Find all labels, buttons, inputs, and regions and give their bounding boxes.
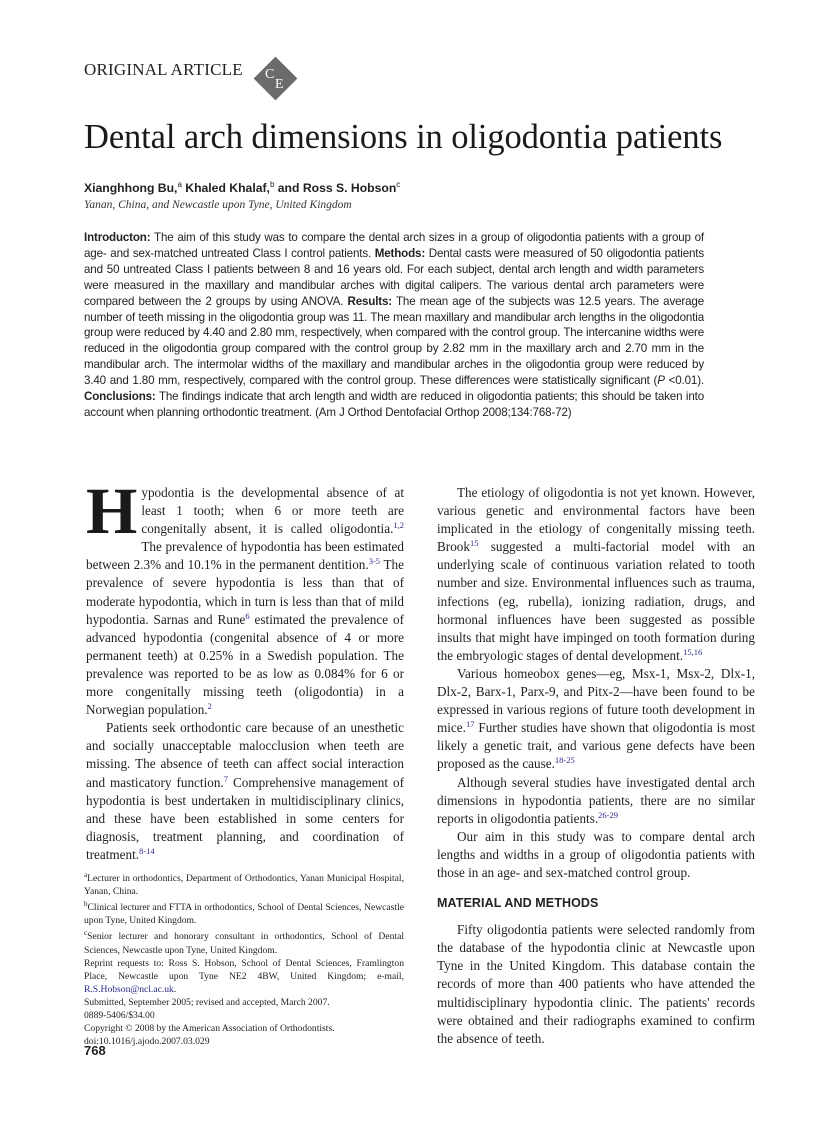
- footnote-text: Senior lecturer and honorary consultant in orthodontics, School of Dental Sciences, Newcastle upon Tyne, United Kingdom.: [84, 931, 404, 956]
- body-text: suggested a multi-factorial model with an underlying scale of continuous variation related to tooth number and size. Environmental influences such as trauma, infections (eg, rubella), ionizing radiation, drugs, and hormonal influences have been suggested as possible insults that might have impinged on tooth formation during the embryologic stages of dental development.: [437, 539, 755, 663]
- abstract-results-text: The mean age of the subjects was 12.5 years. The average number of teeth missing in the oligodontia group was 11. The mean maxillary and mandibular arch lengths in the oligodontia group were reduced by 4.40 and 2.80 mm, respectively, when compared with the control group. The intercanine widths were reduced in the oligodontia group compared with the control group by 2.82 mm in the maxillary arch and 2.70 mm in the mandibular arch. The intermolar widths of the maxillary and mandibular arches in the oligodontia group were reduced by 3.40 and 1.80 mm, respectively, compared with the control group. These differences were statistically significant (: [84, 294, 705, 388]
- body-paragraph: Fifty oligodontia patients were selected randomly from the database of the hypodontia clinic at Newcastle upon Tyne in the United Kingdom. This database contain the records of more than 400 patients who have attended the multidisciplinary hypodontia clinic. The patients' records were obtained and their radiographs examined to confirm the absence of teeth.: [437, 922, 755, 1046]
- badge-letter-c: C: [265, 67, 275, 82]
- citation-link[interactable]: 17: [465, 719, 475, 730]
- citation-link[interactable]: 18-25: [554, 755, 575, 766]
- abstract-intro-text: The aim of this study was to compare the dental arch sizes in a group of oligodontia patients with a group of age- and sex-matched untreated Class I control patients.: [84, 231, 704, 260]
- issn-price: 0889-5406/$34.00: [84, 1009, 155, 1021]
- body-paragraph: [86, 475, 405, 719]
- body-text: ypodontia is the developmental absence of at least 1 tooth; when 6 or more teeth are congenitally absent, it is called oligodontia.: [141, 485, 404, 537]
- citation-link[interactable]: 6: [245, 610, 250, 621]
- section-heading: MATERIAL AND METHODS: [437, 896, 599, 911]
- footnotes: [84, 869, 404, 1048]
- body-paragraph: [437, 665, 755, 774]
- body-paragraph: Our aim in this study was to compare dental arch lengths and widths in a group of oligodontia patients with those in an age- and sex-matched control group.: [437, 828, 755, 880]
- footnote-mark: b: [84, 900, 88, 909]
- footnote-text: .: [173, 983, 177, 995]
- body-paragraph: [437, 484, 755, 665]
- footnote-mark: c: [84, 929, 88, 938]
- abstract-conclusions-label: Conclusions:: [84, 390, 156, 404]
- citation-link[interactable]: 3-5: [368, 556, 381, 567]
- footnote-text: Reprint requests to: Ross S. Hobson, School of Dental Sciences, Framlington Place, Newcastle upon Tyne NE2 4BW, United Kingdom; e-mail,: [84, 957, 404, 982]
- body-text: Comprehensive management of hypodontia is best undertaken in multidisciplinary clinics, and these have been established in some centers for diagnosis, treatment planning, and coordination of treatment.: [86, 774, 404, 862]
- badge-letter-e: E: [275, 77, 284, 92]
- abstract-methods-label: Methods:: [374, 246, 426, 260]
- submission-dates: Submitted, September 2005; revised and accepted, March 2007.: [84, 996, 330, 1008]
- body-text: The etiology of oligodontia is not yet known. However, various genetic and environmental factors have been implicated in the etiology of congenitally missing teeth. Brook: [437, 485, 755, 555]
- body-text: Further studies have shown that oligodontia is most likely a genetic trait, and various gene defects have been proposed as the cause.: [437, 720, 755, 772]
- author-list: [84, 180, 400, 195]
- author-affiliation: Yanan, China, and Newcastle upon Tyne, United Kingdom: [84, 199, 352, 211]
- citation-link[interactable]: 1,2: [393, 520, 404, 531]
- body-text: Patients seek orthodontic care because of an unesthetic and socially unacceptable malocclusion when teeth are missing. The absence of teeth can affect social interaction and masticatory function.: [86, 720, 404, 790]
- citation-link[interactable]: 8-14: [139, 845, 155, 856]
- abstract-results-label: Results:: [347, 294, 393, 308]
- author-name: and Ross S. Hobson: [274, 181, 397, 196]
- copyright-notice: Copyright © 2008 by the American Association of Orthodontists.: [84, 1022, 335, 1034]
- doi: doi:10.1016/j.ajodo.2007.03.029: [84, 1035, 210, 1047]
- body-text: Various homeobox genes—eg, Msx-1, Msx-2, Dlx-1, Dlx-2, Barx-1, Parx-9, and Pitx-2—have been found to be expressed in various regions of future tooth development in mice.: [437, 665, 755, 736]
- author-name: Khaled Khalaf,: [181, 181, 270, 196]
- reprint-request: [84, 957, 404, 996]
- author-name: Xianghhong Bu,: [84, 181, 178, 196]
- abstract: [84, 230, 704, 421]
- footnote: [84, 927, 404, 956]
- body-column-right: [437, 484, 755, 1048]
- citation-link[interactable]: 15,16: [683, 646, 703, 657]
- body-text: estimated the prevalence of advanced hypodontia (congenital absence of 4 or more permanent teeth) at 0.25% in a Swedish population. The prevalence was reported to be as low as 0.084% for 6 or more congenitally missing teeth (oligodontia) in a Norwegian population.: [86, 611, 404, 718]
- body-column-left: [86, 475, 405, 864]
- abstract-conclusions-text: The findings indicate that arch length and width are reduced in oligodontia patients; this should be taken into account when planning orthodontic treatment. (Am J Orthod Dentofacial Orthop 2008;134:768-72): [84, 390, 704, 419]
- page-number: 768: [84, 1043, 106, 1058]
- abstract-methods-text: Dental casts were measured of 50 oligodontia patients and 50 untreated Class I patients between 8 and 16 years old. For each subject, dental arch length and width parameters were measured in the maxillary and mandibular arches with digital calipers. The various dental arch parameters were compared between the 2 groups by using ANOVA.: [84, 246, 705, 308]
- ce-diamond-icon: [254, 57, 298, 101]
- footnote: [84, 869, 404, 898]
- drop-cap: H: [86, 475, 138, 548]
- footnote-text: Clinical lecturer and FTTA in orthodontics, School of Dental Sciences, Newcastle upon Tyne, United Kingdom.: [84, 902, 404, 927]
- footnote-text: Lecturer in orthodontics, Department of Orthodontics, Yanan Municipal Hospital, Yanan, China.: [84, 873, 404, 898]
- citation-link[interactable]: 7: [223, 773, 228, 784]
- author-affil-mark: a: [177, 180, 182, 189]
- footnote-mark: a: [84, 871, 88, 879]
- citation-link[interactable]: 26-29: [598, 809, 618, 820]
- author-affil-mark: b: [269, 180, 275, 189]
- paper-title: Dental arch dimensions in oligodontia patients: [84, 118, 723, 156]
- body-paragraph: [437, 774, 755, 828]
- body-paragraph: [86, 719, 404, 864]
- body-text: The prevalence of severe hypodontia is less than that of moderate hypodontia, which in turn is less than that of mild hypodontia. Sarnas and Rune: [86, 557, 405, 627]
- footnote: [84, 898, 404, 927]
- article-type-label: ORIGINAL ARTICLE: [84, 60, 243, 79]
- citation-link[interactable]: 2: [207, 701, 212, 712]
- abstract-results-text-end: <0.01).: [664, 374, 704, 388]
- body-text: The prevalence of hypodontia has been estimated between 2.3% and 10.1% in the permanent dentition.: [86, 539, 404, 573]
- body-text: Although several studies have investigated dental arch dimensions in hypodontia patients, there are no similar reports in oligodontia patients.: [437, 774, 755, 826]
- email-link[interactable]: R.S.Hobson@ncl.ac.uk: [84, 983, 174, 995]
- author-affil-mark: c: [396, 180, 401, 189]
- abstract-intro-label: Introducton:: [84, 231, 151, 244]
- citation-link[interactable]: 15: [469, 538, 479, 549]
- abstract-p-value-symbol: P: [657, 374, 665, 388]
